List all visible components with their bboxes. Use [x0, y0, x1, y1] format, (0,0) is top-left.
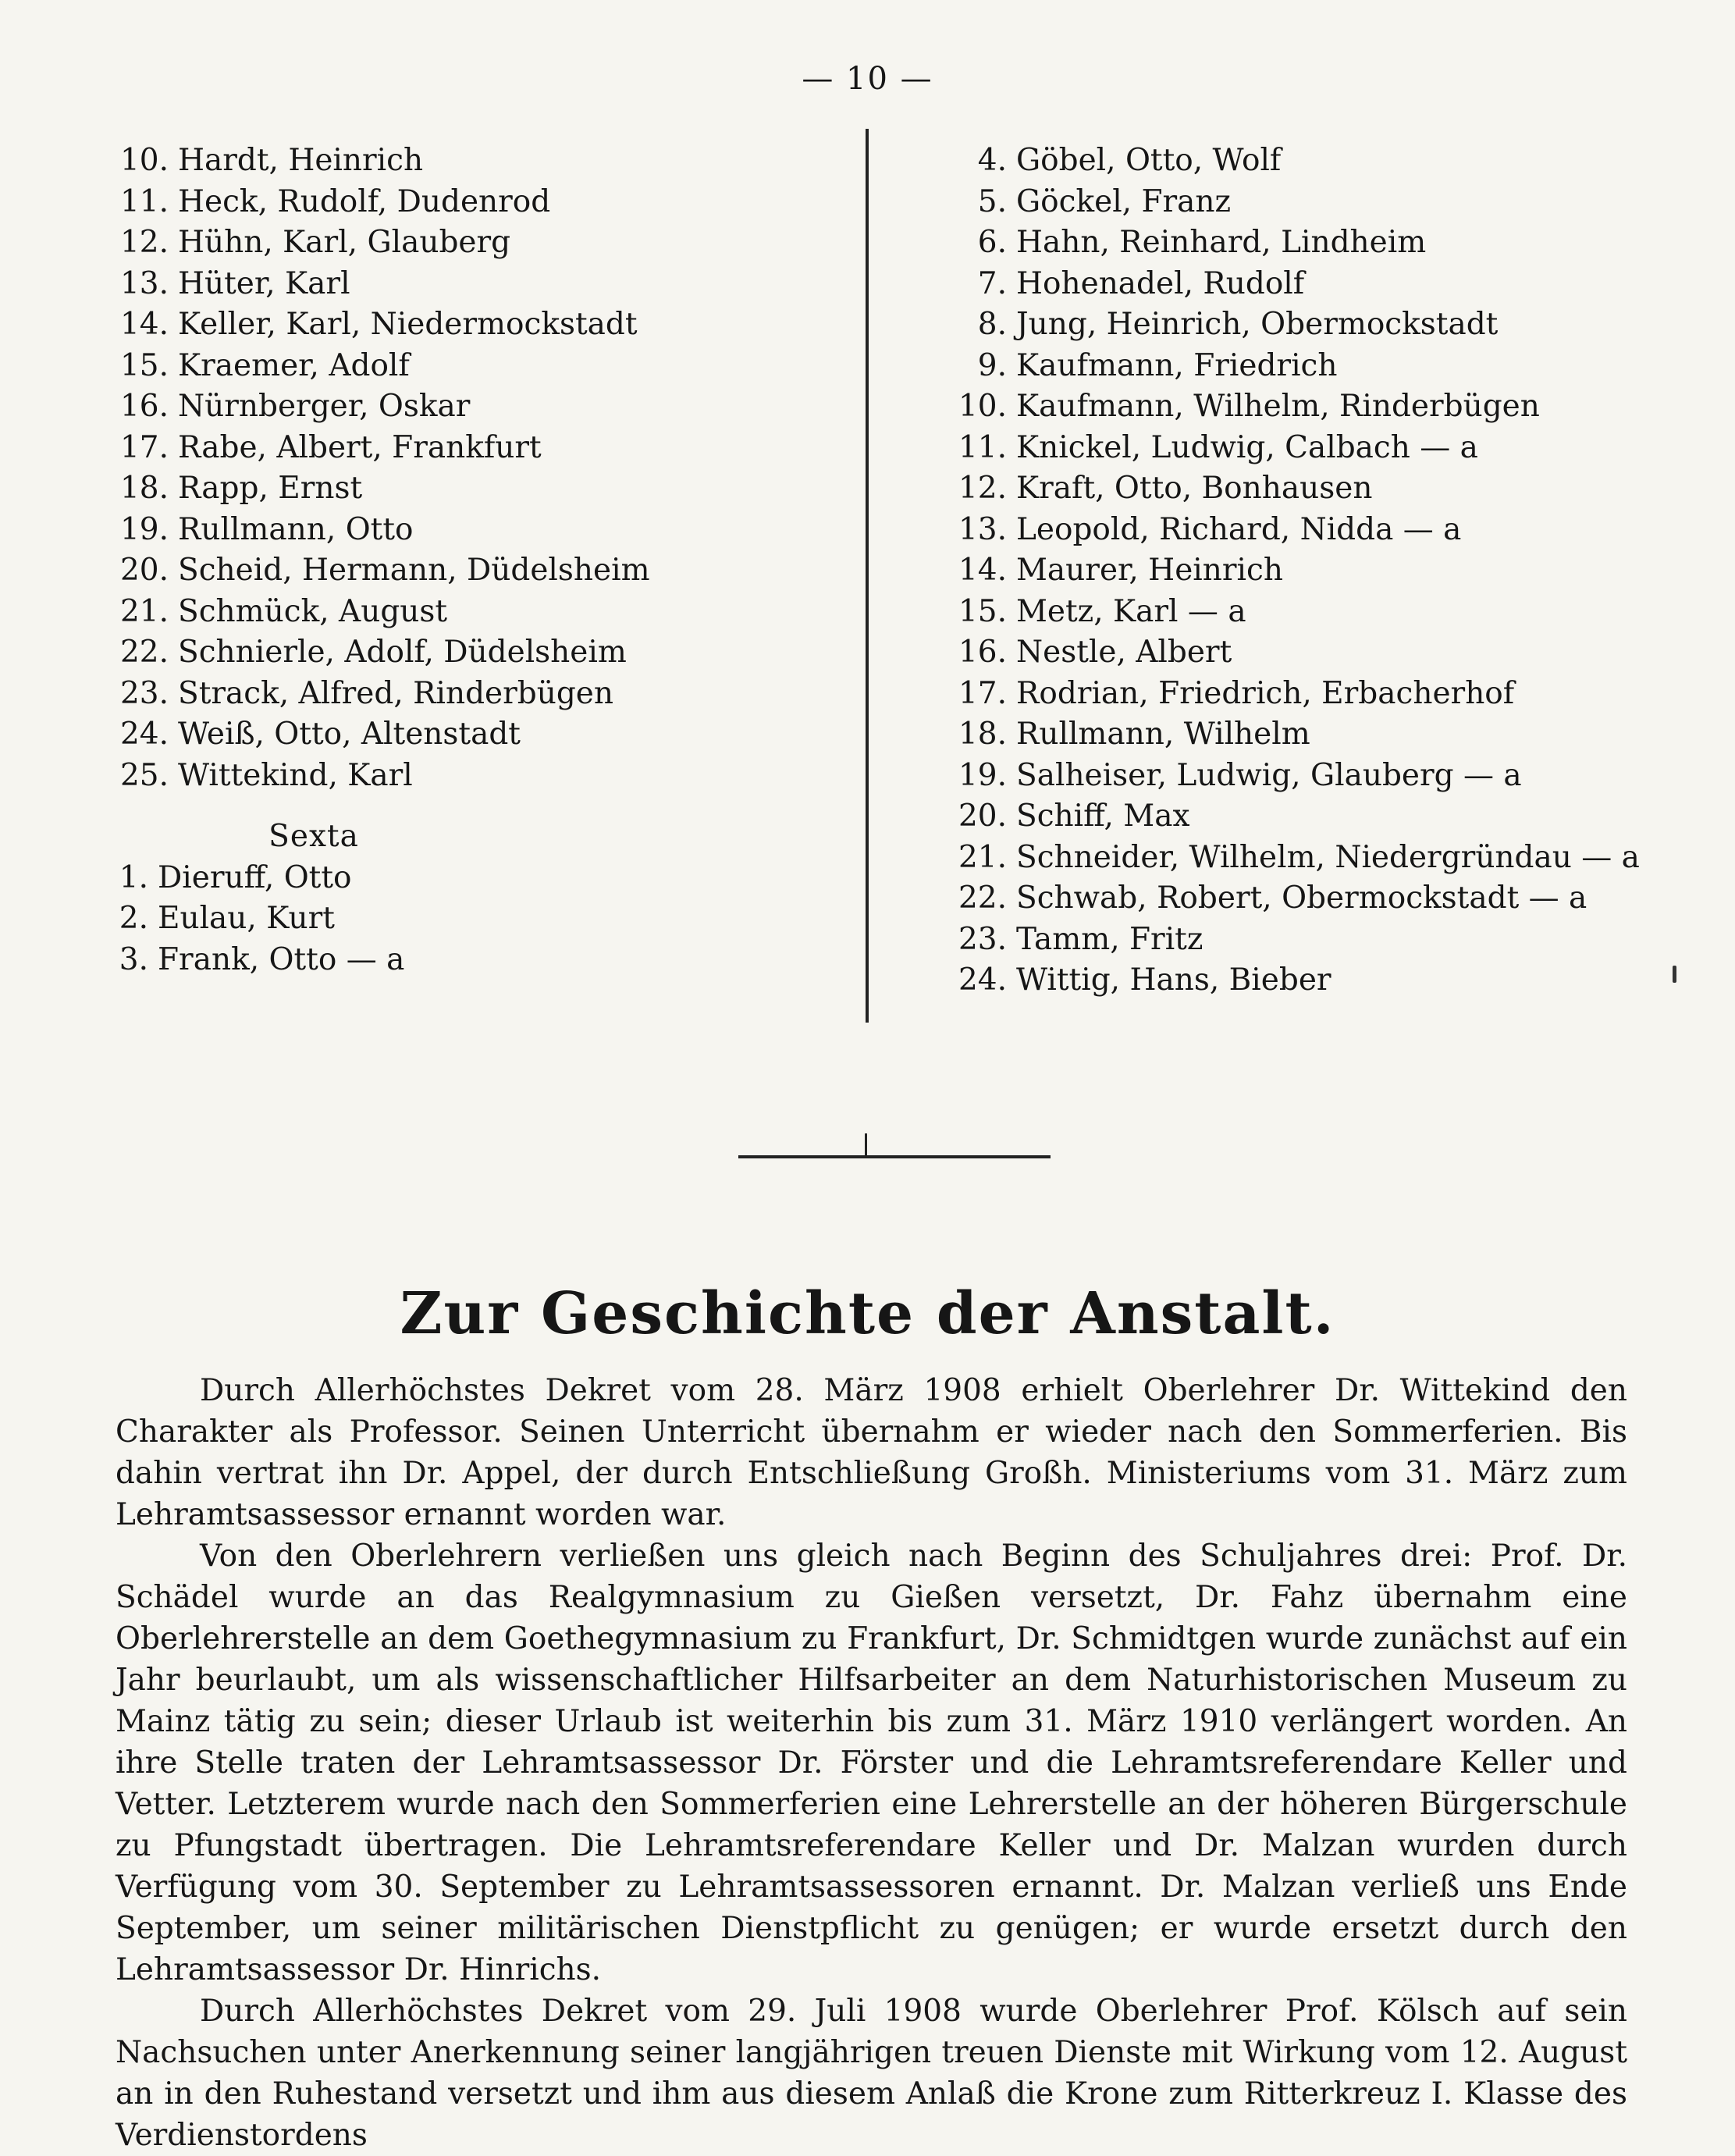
entry-number: 13. — [119, 265, 169, 301]
page-number: — 10 — — [802, 61, 933, 97]
entry-number: 18. — [119, 471, 169, 506]
entry-number: 14. — [958, 553, 1007, 588]
list-item — [951, 838, 1653, 879]
list-item — [951, 264, 1653, 305]
entry-mark: — a — [336, 941, 405, 977]
entry-name: Schnierle, Adolf, Düdelsheim — [178, 635, 627, 670]
right-column — [951, 141, 1653, 1002]
divider-tick — [865, 1133, 867, 1157]
list-item — [111, 182, 813, 223]
entry-name: Jung, Heinrich, Obermockstadt — [1016, 307, 1499, 342]
entry-name: Leopold, Richard, Nidda — [1016, 511, 1394, 547]
student-list-left — [111, 141, 813, 796]
entry-number: 14. — [119, 307, 169, 342]
entry-name: Weiß, Otto, Altenstadt — [178, 717, 521, 752]
student-list-right — [951, 141, 1653, 1002]
entry-number: 19. — [958, 757, 1007, 793]
entry-name: Hühn, Karl, Glauberg — [178, 225, 511, 260]
entry-name: Hardt, Heinrich — [178, 143, 424, 178]
list-item — [951, 510, 1653, 551]
section-heading-sexta: Sexta — [268, 819, 359, 854]
entry-number: 20. — [119, 553, 169, 588]
entry-name: Hahn, Reinhard, Lindheim — [1016, 225, 1427, 260]
entry-number: 24. — [119, 717, 169, 752]
entry-name: Rapp, Ernst — [178, 471, 363, 506]
list-item — [111, 386, 813, 428]
list-item — [951, 714, 1653, 756]
article-body — [116, 1370, 1627, 2156]
entry-number: 3. — [119, 941, 148, 977]
entry-mark: — a — [1571, 839, 1640, 875]
article-title: Zur Geschichte der Anstalt. — [400, 1280, 1335, 1347]
entry-name: Schmück, August — [178, 593, 448, 629]
list-item — [951, 674, 1653, 715]
entry-number: 17. — [119, 429, 169, 465]
section-divider — [738, 1155, 1051, 1158]
column-divider — [866, 129, 869, 1023]
list-item — [951, 878, 1653, 920]
entry-name: Heck, Rudolf, Dudenrod — [178, 183, 551, 219]
entry-name: Rabe, Albert, Frankfurt — [178, 429, 542, 465]
entry-name: Tamm, Fritz — [1016, 921, 1203, 957]
list-item — [951, 468, 1653, 510]
entry-name: Eulau, Kurt — [158, 901, 335, 936]
entry-number: 6. — [977, 225, 1007, 260]
left-column — [111, 141, 813, 980]
entry-name: Rullmann, Wilhelm — [1016, 717, 1310, 752]
entry-number: 4. — [977, 143, 1007, 178]
entry-name: Wittekind, Karl — [178, 757, 413, 793]
entry-name: Dieruff, Otto — [158, 859, 352, 895]
entry-name: Kraft, Otto, Bonhausen — [1016, 471, 1373, 506]
entry-number: 1. — [119, 859, 148, 895]
entry-number: 23. — [958, 921, 1007, 957]
list-item — [951, 920, 1653, 961]
list-item — [951, 592, 1653, 633]
list-item — [111, 898, 813, 940]
entry-name: Kraemer, Adolf — [178, 347, 410, 383]
entry-number: 15. — [958, 593, 1007, 629]
list-item — [951, 182, 1653, 223]
entry-name: Hüter, Karl — [178, 265, 350, 301]
entry-name: Schneider, Wilhelm, Niedergründau — [1016, 839, 1572, 875]
list-item — [111, 510, 813, 551]
list-item — [951, 632, 1653, 674]
list-item — [951, 222, 1653, 264]
list-item — [951, 304, 1653, 346]
list-item — [111, 264, 813, 305]
entry-number: 11. — [958, 429, 1007, 465]
entry-name: Göbel, Otto, Wolf — [1016, 143, 1282, 178]
article-paragraph: Von den Oberlehrern verließen uns gleich nach Beginn des Schuljahres drei: Prof. Dr. Schädel wurde an das Realgymnasium zu Gießen versetzt, Dr. Fahz übernahm eine Oberlehrerstelle an dem Goethegymnasium zu Frankfurt, Dr. Schmidtgen wurde zunächst auf ein Jahr beurlaubt, um als wissenschaftlicher Hilfsarbeiter an dem Naturhistorischen Museum zu Mainz tätig zu sein; dieser Urlaub ist weiterhin bis zum 31. März 1910 verlängert worden. An ihre Stelle traten der Lehramtsassessor Dr. Förster und die Lehramtsreferendare Keller und Vetter. Letzterem wurde nach den Sommerferien eine Lehrerstelle an der höheren Bürgerschule zu Pfungstadt übertragen. Die Lehramtsreferendare Keller und Dr. Malzan wurden durch Verfügung vom 30. September zu Lehramtsassessoren ernannt. Dr. Malzan verließ uns Ende September, um seiner militärischen Dienstpflicht zu genügen; er wurde ersetzt durch den Lehramtsassessor Dr. Hinrichs. — [116, 1539, 1627, 1987]
entry-mark: — a — [1178, 593, 1246, 629]
entry-name: Kaufmann, Friedrich — [1016, 347, 1338, 383]
list-item — [951, 756, 1653, 797]
list-item — [111, 468, 813, 510]
entry-name: Schiff, Max — [1016, 799, 1190, 834]
list-item — [111, 550, 813, 592]
student-list-sexta — [111, 858, 813, 981]
entry-number: 10. — [958, 389, 1007, 424]
entry-name: Rullmann, Otto — [178, 511, 414, 547]
entry-name: Kaufmann, Wilhelm, Rinderbügen — [1016, 389, 1540, 424]
entry-name: Keller, Karl, Niedermockstadt — [178, 307, 638, 342]
list-item — [111, 858, 813, 899]
entry-mark: — a — [1410, 429, 1478, 465]
article-paragraph: Durch Allerhöchstes Dekret vom 29. Juli 1908 wurde Oberlehrer Prof. Kölsch auf sein Nachsuchen unter Anerkennung seiner langjährigen treuen Dienste mit Wirkung vom 12. August an in den Ruhestand versetzt und ihm aus diesem Anlaß die Krone zum Ritterkreuz I. Klasse des Verdienstordens — [116, 1994, 1627, 2153]
entry-number: 8. — [977, 307, 1007, 342]
entry-name: Hohenadel, Rudolf — [1016, 265, 1305, 301]
entry-name: Rodrian, Friedrich, Erbacherhof — [1016, 675, 1515, 711]
entry-number: 15. — [119, 347, 169, 383]
entry-number: 24. — [958, 962, 1007, 998]
entry-name: Metz, Karl — [1016, 593, 1179, 629]
entry-number: 16. — [119, 389, 169, 424]
margin-mark — [1673, 966, 1676, 983]
entry-number: 9. — [977, 347, 1007, 383]
list-item — [111, 756, 813, 797]
list-item — [111, 674, 813, 715]
entry-name: Salheiser, Ludwig, Glauberg — [1016, 757, 1454, 793]
entry-mark: — a — [1519, 881, 1587, 916]
entry-number: 22. — [119, 635, 169, 670]
list-item — [111, 346, 813, 387]
entry-mark: — a — [1393, 511, 1462, 547]
list-item — [111, 632, 813, 674]
entry-number: 12. — [958, 471, 1007, 506]
entry-name: Scheid, Hermann, Düdelsheim — [178, 553, 650, 588]
entry-name: Maurer, Heinrich — [1016, 553, 1283, 588]
entry-number: 23. — [119, 675, 169, 711]
list-item — [111, 428, 813, 469]
entry-number: 20. — [958, 799, 1007, 834]
entry-number: 22. — [958, 881, 1007, 916]
entry-number: 16. — [958, 635, 1007, 670]
list-item — [111, 940, 813, 981]
list-item — [951, 960, 1653, 1002]
entry-number: 2. — [119, 901, 148, 936]
entry-name: Knickel, Ludwig, Calbach — [1016, 429, 1410, 465]
entry-number: 12. — [119, 225, 169, 260]
list-item — [951, 141, 1653, 182]
entry-name: Frank, Otto — [158, 941, 337, 977]
list-item — [951, 796, 1653, 838]
entry-number: 7. — [977, 265, 1007, 301]
entry-number: 17. — [958, 675, 1007, 711]
list-item — [111, 141, 813, 182]
entry-name: Wittig, Hans, Bieber — [1016, 962, 1331, 998]
entry-number: 10. — [119, 143, 169, 178]
list-item — [111, 714, 813, 756]
entry-name: Schwab, Robert, Obermockstadt — [1016, 881, 1520, 916]
list-item — [111, 304, 813, 346]
entry-number: 5. — [977, 183, 1007, 219]
entry-number: 11. — [119, 183, 169, 219]
entry-mark: — a — [1453, 757, 1522, 793]
entry-name: Nestle, Albert — [1016, 635, 1232, 670]
article-paragraph: Durch Allerhöchstes Dekret vom 28. März 1908 erhielt Oberlehrer Dr. Wittekind den Charakter als Professor. Seinen Unterricht übernahm er wieder nach den Sommerferien. Bis dahin vertrat ihn Dr. Appel, der durch Entschließung Großh. Ministeriums vom 31. März zum Lehramtsassessor ernannt worden war. — [116, 1373, 1627, 1532]
list-item — [951, 428, 1653, 469]
list-item — [951, 550, 1653, 592]
list-item — [111, 222, 813, 264]
entry-number: 18. — [958, 717, 1007, 752]
entry-number: 13. — [958, 511, 1007, 547]
entry-name: Strack, Alfred, Rinderbügen — [178, 675, 613, 711]
entry-name: Göckel, Franz — [1016, 183, 1232, 219]
entry-number: 21. — [958, 839, 1007, 875]
list-item — [951, 346, 1653, 387]
entry-number: 21. — [119, 593, 169, 629]
entry-name: Nürnberger, Oskar — [178, 389, 471, 424]
list-item — [951, 386, 1653, 428]
entry-number: 19. — [119, 511, 169, 547]
list-item — [111, 592, 813, 633]
entry-number: 25. — [119, 757, 169, 793]
